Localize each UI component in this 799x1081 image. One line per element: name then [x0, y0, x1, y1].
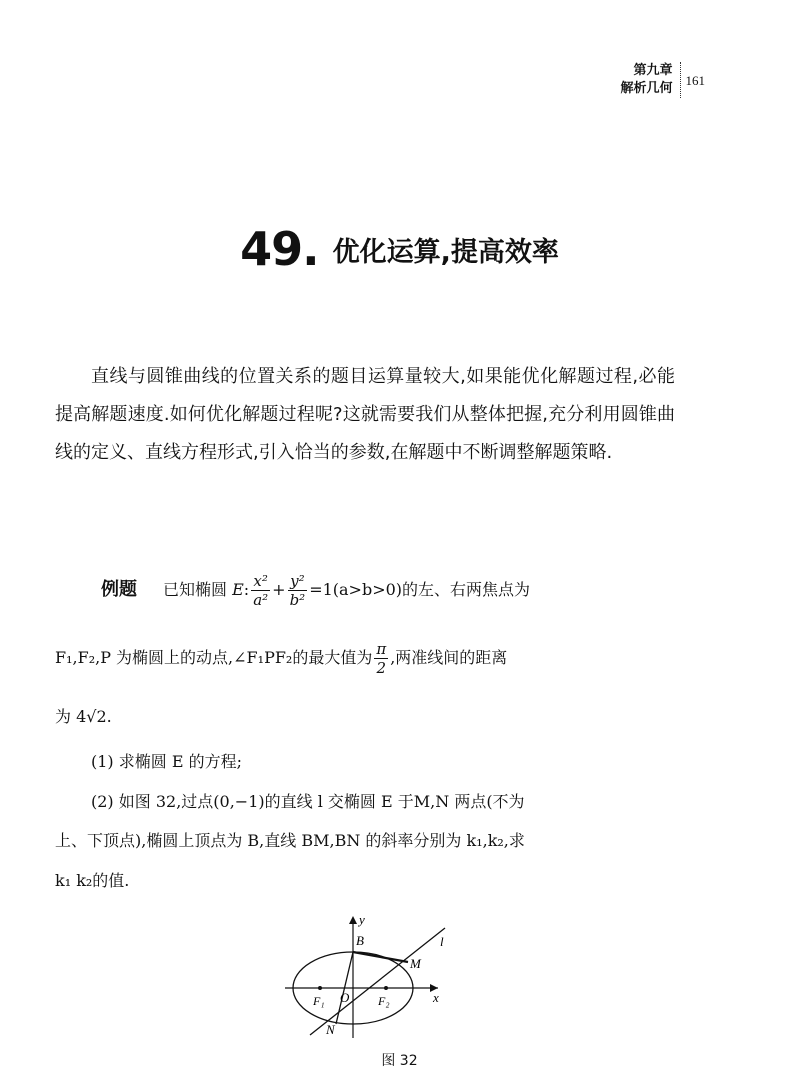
- label-F2: F₂: [378, 994, 390, 1008]
- label-M: M: [410, 956, 421, 971]
- fraction-numerator: x²: [251, 572, 270, 591]
- section-title: [0, 222, 799, 276]
- fraction-denominator: 2: [376, 659, 387, 677]
- example-line-3: 为 4√2.: [55, 707, 112, 726]
- fraction-numerator: y²: [288, 572, 308, 591]
- example-line-2: [55, 640, 675, 677]
- chapter-label: 第九章: [633, 63, 673, 78]
- colon: :: [243, 580, 250, 599]
- focus-F1-dot: [318, 986, 322, 990]
- label-F1: F₁: [313, 994, 325, 1008]
- plus-sign: +: [272, 580, 286, 599]
- section-label: 解析几何: [620, 81, 673, 96]
- line-BM: [353, 952, 408, 962]
- fraction-pi-over-2: [374, 640, 388, 677]
- label-N: N: [326, 1022, 335, 1037]
- example-line-1: [55, 572, 675, 609]
- intro-paragraph: 直线与圆锥曲线的位置关系的题目运算量较大,如果能优化解题过程,必能提高解题速度.如何优化解题过程呢?这就需要我们从整体把握,充分利用圆锥曲线的定义、直线方程形式,引入恰当的参数,在解题中不断调整解题策略.: [55, 366, 675, 463]
- label-B: B: [356, 933, 364, 948]
- example-text-a: 已知椭圆: [163, 580, 228, 599]
- example-label: 例题: [101, 579, 137, 600]
- fraction-numerator: π: [376, 640, 387, 658]
- title-number: 49.: [240, 222, 319, 276]
- question-1: (1) 求椭圆 E 的方程;: [91, 752, 242, 771]
- page-number: 161: [685, 73, 705, 88]
- fraction-denominator: a²: [253, 591, 269, 609]
- question-2-line-2: 上、下顶点),椭圆上顶点为 B,直线 BM,BN 的斜率分别为 k₁,k₂,求: [55, 831, 525, 850]
- example-text-c: F₁,F₂,P 为椭圆上的动点,∠F₁PF₂的最大值为: [55, 648, 373, 667]
- curve-name: E: [232, 580, 244, 599]
- label-x: x: [433, 990, 439, 1005]
- fraction-denominator: b²: [289, 591, 306, 609]
- line-l: [310, 928, 445, 1035]
- label-l: l: [440, 934, 444, 949]
- example-text-d: ,两准线间的距离: [390, 648, 508, 667]
- label-O: O: [340, 990, 350, 1005]
- figure-caption: 图 32: [381, 1053, 418, 1069]
- running-header: [620, 62, 705, 98]
- header-labels: [620, 62, 680, 98]
- label-y: y: [359, 912, 365, 927]
- fraction-y-over-b: [288, 572, 308, 609]
- example-text-b: =1(a>b>0)的左、右两焦点为: [309, 580, 531, 599]
- question-2-line-1: (2) 如图 32,过点(0,−1)的直线 l 交椭圆 E 于M,N 两点(不为: [91, 792, 525, 811]
- fraction-x-over-a: [251, 572, 270, 609]
- figure-32-ellipse-diagram: [280, 910, 480, 1045]
- y-axis-arrow: [349, 916, 357, 924]
- title-text: 优化运算,提高效率: [332, 236, 559, 268]
- focus-F2-dot: [384, 986, 388, 990]
- question-2-line-3: k₁ k₂的值.: [55, 871, 130, 890]
